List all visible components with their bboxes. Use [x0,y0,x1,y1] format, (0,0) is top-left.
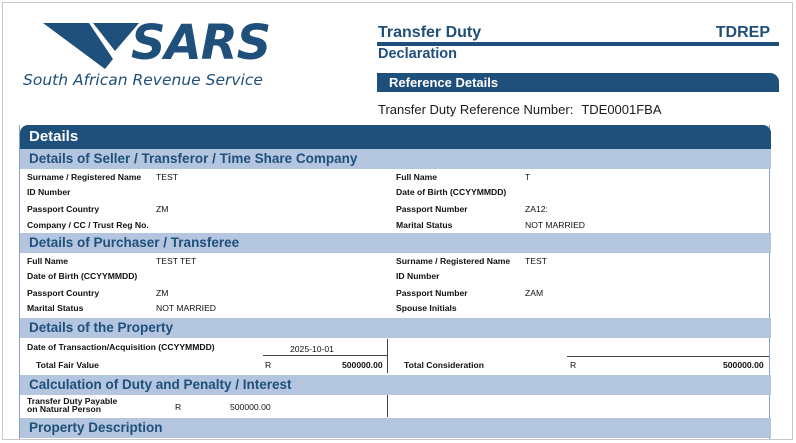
purchaser-id-label: ID Number [396,271,440,281]
transaction-date-value: 2025-10-01 [290,344,334,354]
transaction-date-label: Date of Transaction/Acquisition (CCYYMMDD) [27,342,215,352]
seller-marital-label: Marital Status [396,220,453,230]
purchaser-passport-number-label: Passport Number [396,288,468,298]
consideration-rule [567,356,769,357]
details-title: Details [20,125,771,149]
purchaser-section-heading: Details of Purchaser / Transferee [20,233,771,253]
duty-payable-label-line1: Transfer Duty Payable [27,396,118,406]
seller-passport-number-value: ZA12: [525,204,548,214]
purchaser-passport-country-label: Passport Country [27,288,100,298]
duty-payable-label-line2: on Natural Person [27,404,102,414]
fair-value-label: Total Fair Value [36,360,99,370]
reference-number: TDE0001FBA [581,102,662,117]
duty-divider [387,395,388,417]
seller-id-label: ID Number [27,187,71,197]
seller-dob-label: Date of Birth (CCYYMMDD) [396,187,507,197]
duty-section-heading: Calculation of Duty and Penalty / Interest [20,375,771,395]
seller-marital-value: NOT MARRIED [525,220,586,230]
seller-passport-country-label: Passport Country [27,204,100,214]
seller-full-name-value: T [525,172,531,182]
fair-value-amount: 500000.00 [342,360,383,370]
purchaser-passport-number-value: ZAM [525,288,544,298]
reference-details-bar: Reference Details [377,73,779,92]
logo-brand: SARS [131,15,271,71]
purchaser-spouse-label: Spouse Initials [396,303,457,313]
property-section-heading: Details of the Property [20,318,771,338]
duty-payable-label [27,397,117,413]
seller-passport-number-label: Passport Number [396,204,468,214]
purchaser-surname-label: Surname / Registered Name [396,256,511,266]
form-title: Transfer Duty [378,24,482,41]
logo-tagline: South African Revenue Service [23,71,263,89]
purchaser-full-name-value: TEST TET [156,256,197,266]
reference-line [378,102,662,117]
seller-section-heading: Details of Seller / Transferor / Time Share Company [20,149,771,169]
purchaser-dob-label: Date of Birth (CCYYMMDD) [27,271,138,281]
purchaser-passport-country-value: ZM [156,288,169,298]
seller-company-label: Company / CC / Trust Reg No. [27,220,149,230]
reference-label: Transfer Duty Reference Number: [378,102,574,117]
details-panel [19,125,770,440]
seller-full-name-label: Full Name [396,172,438,182]
sars-logo [23,15,323,95]
consideration-label: Total Consideration [404,360,485,370]
document-page [2,2,793,440]
fair-value-currency: R [265,360,272,370]
sars-wing-icon [43,21,139,71]
form-subtitle: Declaration [378,46,457,62]
form-code: TDREP [715,24,770,41]
seller-passport-country-value: ZM [156,204,169,214]
property-description-heading: Property Description [20,418,771,438]
purchaser-marital-label: Marital Status [27,303,84,313]
duty-payable-amount: 500000.00 [230,402,271,412]
purchaser-full-name-label: Full Name [27,256,69,266]
duty-payable-currency: R [175,402,182,412]
purchaser-surname-value: TEST [525,256,547,266]
purchaser-marital-value: NOT MARRIED [156,303,217,313]
fair-value-rule [263,355,387,356]
consideration-currency: R [570,360,577,370]
seller-surname-label: Surname / Registered Name [27,172,142,182]
property-divider [387,339,388,373]
consideration-amount: 500000.00 [723,360,764,370]
seller-surname-value: TEST [156,172,178,182]
